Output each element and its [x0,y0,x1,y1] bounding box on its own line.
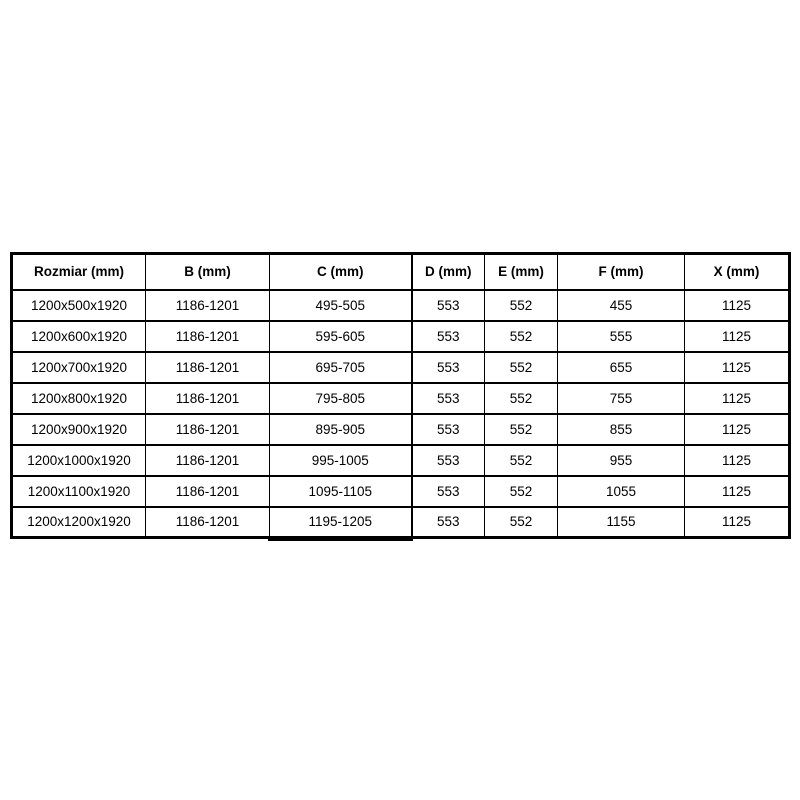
header-row [12,254,790,290]
table-cell: 553 [412,383,485,414]
table-cell: 595-605 [270,321,412,352]
table-cell: 553 [412,445,485,476]
table-row [12,321,790,352]
table-cell: 1200x800x1920 [12,383,146,414]
header-cell-b: B (mm) [146,254,270,290]
table-cell: 1186-1201 [146,507,270,538]
table-cell: 553 [412,290,485,321]
table-cell: 553 [412,414,485,445]
table-cell: 1186-1201 [146,476,270,507]
table-cell: 552 [485,507,558,538]
table-cell: 1186-1201 [146,290,270,321]
table-cell: 1200x1200x1920 [12,507,146,538]
table-cell: 1200x600x1920 [12,321,146,352]
header-cell-c: C (mm) [270,254,412,290]
table-cell: 552 [485,414,558,445]
table-cell: 955 [558,445,685,476]
table-cell: 552 [485,445,558,476]
header-cell-f: F (mm) [558,254,685,290]
table-cell: 1200x1000x1920 [12,445,146,476]
table-cell: 1095-1105 [270,476,412,507]
table-cell: 1125 [685,352,790,383]
table-cell: 1125 [685,321,790,352]
table-cell: 552 [485,352,558,383]
table-row [12,414,790,445]
table-cell: 553 [412,352,485,383]
header-cell-x: X (mm) [685,254,790,290]
table-row [12,383,790,414]
table-cell: 1200x500x1920 [12,290,146,321]
table-cell: 1195-1205 [270,507,412,538]
table-cell: 795-805 [270,383,412,414]
table-cell: 555 [558,321,685,352]
table-cell: 1055 [558,476,685,507]
table-row [12,352,790,383]
table-cell: 552 [485,383,558,414]
table-cell: 1125 [685,507,790,538]
table-body [12,290,790,538]
table-cell: 755 [558,383,685,414]
table-cell: 1186-1201 [146,321,270,352]
table-row [12,290,790,321]
header-cell-e: E (mm) [485,254,558,290]
table-cell: 552 [485,476,558,507]
table-cell: 895-905 [270,414,412,445]
table-row [12,476,790,507]
dimensions-spec-table [10,252,791,539]
table-cell: 1186-1201 [146,352,270,383]
table-cell: 455 [558,290,685,321]
table-cell: 495-505 [270,290,412,321]
table-cell: 695-705 [270,352,412,383]
table-bottom-border-artifact [268,537,413,541]
table-cell: 1186-1201 [146,414,270,445]
table-header [12,254,790,290]
table-cell: 1125 [685,476,790,507]
table-cell: 553 [412,507,485,538]
table-cell: 1186-1201 [146,445,270,476]
table-cell: 553 [412,321,485,352]
table-cell: 1200x700x1920 [12,352,146,383]
table-cell: 1125 [685,383,790,414]
table-cell: 655 [558,352,685,383]
header-cell-rozmiar: Rozmiar (mm) [12,254,146,290]
table-cell: 1125 [685,290,790,321]
table-cell: 1125 [685,445,790,476]
table-cell: 1200x900x1920 [12,414,146,445]
table-cell: 552 [485,321,558,352]
table-row [12,507,790,538]
table-cell: 855 [558,414,685,445]
table-cell: 1155 [558,507,685,538]
table-cell: 995-1005 [270,445,412,476]
header-cell-d: D (mm) [412,254,485,290]
spec-table-wrapper [10,252,791,539]
table-cell: 552 [485,290,558,321]
table-cell: 1200x1100x1920 [12,476,146,507]
table-cell: 1186-1201 [146,383,270,414]
table-cell: 553 [412,476,485,507]
table-row [12,445,790,476]
table-cell: 1125 [685,414,790,445]
